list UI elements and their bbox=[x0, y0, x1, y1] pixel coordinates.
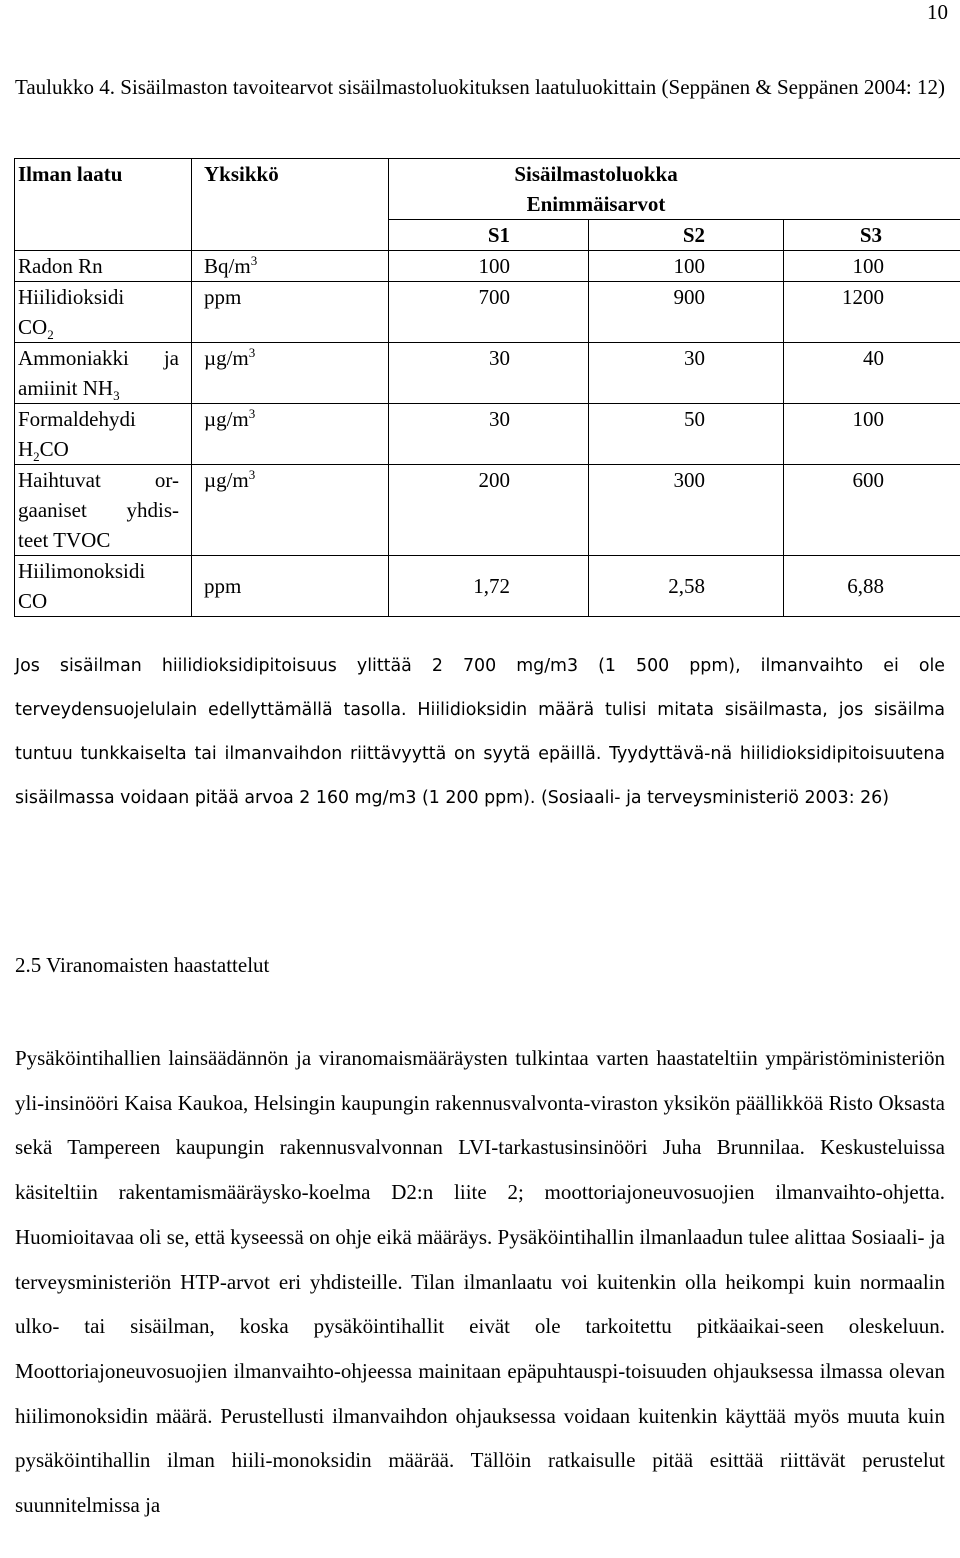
cell-s2: 900 bbox=[589, 282, 784, 343]
quality-label: Formaldehydi bbox=[18, 407, 136, 431]
header-s2: S2 bbox=[589, 220, 784, 251]
quality-sublabel bbox=[18, 312, 191, 342]
cell-s3: 100 bbox=[784, 404, 960, 465]
table-row bbox=[15, 465, 960, 556]
quality-label: Hiilidioksidi bbox=[18, 285, 125, 309]
cell-s1: 1,72 bbox=[389, 556, 589, 617]
section-heading: 2.5 Viranomaisten haastattelut bbox=[15, 953, 270, 977]
cell-s2: 2,58 bbox=[589, 556, 784, 617]
cell-quality bbox=[15, 465, 192, 556]
quality-sublabel bbox=[18, 373, 191, 403]
page-number: 10 bbox=[927, 0, 948, 24]
cell-s2: 50 bbox=[589, 404, 784, 465]
table-row bbox=[15, 251, 960, 282]
unit-exponent: 3 bbox=[248, 467, 256, 482]
cell-quality bbox=[15, 251, 192, 282]
unit-base: µg/m bbox=[204, 407, 249, 431]
cell-s1: 200 bbox=[389, 465, 589, 556]
co2-paragraph: Jos sisäilman hiilidioksidipitoisuus ylittää 2 700 mg/m3 (1 500 ppm), ilmanvaihto ei ole terveydensuojelulain edellyttämällä tasolla. Hiilidioksidin määrä tulisi mitata sisäilmasta, jos sisäilma tuntuu tunkkaiselta tai ilmanvaihdon riittävyyttä on syytä epäillä. Tyydyttävä-nä hiilidioksidipitoisuutena sisäilmassa voidaan pitää arvoa 2 160 mg/m3 (1 200 ppm). (Sosiaali- ja terveysministeriö 2003: 26) bbox=[15, 656, 945, 808]
table-row bbox=[15, 404, 960, 465]
quality-sublabel: CO bbox=[18, 589, 48, 613]
table-row bbox=[15, 343, 960, 404]
header-sisailmastoluokka bbox=[389, 159, 960, 220]
cell-s2: 30 bbox=[589, 343, 784, 404]
unit-exponent: 3 bbox=[248, 345, 256, 360]
unit-base: µg/m bbox=[204, 468, 249, 492]
header-ilman-laatu: Ilman laatu bbox=[15, 159, 192, 220]
unit-base: ppm bbox=[204, 574, 242, 598]
cell-unit bbox=[192, 465, 389, 556]
cell-s3: 6,88 bbox=[784, 556, 960, 617]
cell-unit bbox=[192, 404, 389, 465]
cell-s3: 1200 bbox=[784, 282, 960, 343]
cell-unit bbox=[192, 343, 389, 404]
cell-s2: 300 bbox=[589, 465, 784, 556]
quality-subscript: 2 bbox=[33, 449, 40, 465]
cell-quality bbox=[15, 404, 192, 465]
cell-s1: 100 bbox=[389, 251, 589, 282]
quality-sublabel bbox=[18, 434, 191, 464]
table-caption: Taulukko 4. Sisäilmaston tavoitearvot sisäilmastoluokituksen laatuluokittain (Seppänen & Seppänen 2004: 12) bbox=[15, 75, 945, 99]
cell-s1: 700 bbox=[389, 282, 589, 343]
header-subgroup-label: Enimmäisarvot bbox=[526, 192, 666, 216]
quality-sub-tail: CO bbox=[39, 437, 69, 461]
air-quality-table bbox=[14, 158, 960, 617]
header-group-label: Sisäilmastoluokka bbox=[514, 162, 678, 186]
unit-exponent: 3 bbox=[248, 406, 256, 421]
cell-quality bbox=[15, 282, 192, 343]
quality-sub-text: CO bbox=[18, 315, 48, 339]
cell-s1: 30 bbox=[389, 343, 589, 404]
cell-s2: 100 bbox=[589, 251, 784, 282]
cell-unit bbox=[192, 556, 389, 617]
unit-base: µg/m bbox=[204, 346, 249, 370]
cell-quality bbox=[15, 556, 192, 617]
quality-sub-text: amiinit NH bbox=[18, 376, 114, 400]
quality-label: Ammoniakki ja bbox=[18, 346, 179, 370]
cell-unit bbox=[192, 251, 389, 282]
quality-subscript: 3 bbox=[113, 388, 120, 404]
interview-paragraph: Pysäköintihallien lainsäädännön ja viranomaismääräysten tulkintaa varten haastateltiin ympäristöministeriön yli-insinööri Kaisa Kaukoa, Helsingin kaupungin rakennusvalvonta-viraston yksikön päällikköä Risto Oksasta sekä Tampereen kaupungin rakennusvalvonnan LVI-tarkastusinsinööri Juha Brunnilaa. Keskusteluissa käsiteltiin rakentamismääräysko-koelma D2:n liite 2; moottoriajoneuvosuojien ilmanvaihto-ohjetta. Huomioitavaa oli se, että kyseessä on ohje eikä määräys. Pysäköintihallin ilmanlaadun tulee alittaa Sosiaali- ja terveysministeriön HTP-arvot eri yhdisteille. Tilan ilmanlaatu voi kuitenkin olla heikompi kuin normaalin ulko- tai sisäilman, koska pysäköintihallit eivät ole tarkoitettu pitkäaikai-seen oleskeluun. Moottoriajoneuvosuojien ilmanvaihto-ohjeessa mainitaan epäpuhtauspi-toisuuden ohjauksessa ilmassa olevan hiilimonoksidin määrä. Perustellusti ilmanvaihdon ohjauksessa voidaan kuitenkin käyttää myös muuta kuin pysäköintihallin ilman hiili-monoksidin määrää. Tällöin ratkaisulle pitää esittää riittävät perustelut suunnitelmissa ja bbox=[15, 1046, 945, 1518]
table-header-row-2 bbox=[15, 220, 960, 251]
cell-s3: 40 bbox=[784, 343, 960, 404]
unit-base: Bq/m bbox=[204, 254, 251, 278]
table-row bbox=[15, 556, 960, 617]
quality-label: Radon Rn bbox=[18, 254, 103, 278]
unit-exponent: 3 bbox=[250, 253, 258, 268]
cell-s3: 600 bbox=[784, 465, 960, 556]
quality-line: teet TVOC bbox=[18, 528, 111, 552]
header-s1: S1 bbox=[389, 220, 589, 251]
quality-line: Haihtuvat or- bbox=[18, 468, 179, 492]
header-yksikko: Yksikkö bbox=[192, 159, 389, 220]
quality-sub-text: H bbox=[18, 437, 34, 461]
quality-label: Hiilimonoksidi bbox=[18, 559, 146, 583]
quality-line: gaaniset yhdis- bbox=[18, 498, 179, 522]
table-header-row-1 bbox=[15, 159, 960, 220]
cell-quality bbox=[15, 343, 192, 404]
cell-s1: 30 bbox=[389, 404, 589, 465]
unit-base: ppm bbox=[204, 285, 242, 309]
cell-s3: 100 bbox=[784, 251, 960, 282]
table-row bbox=[15, 282, 960, 343]
quality-subscript: 2 bbox=[47, 327, 54, 343]
cell-unit bbox=[192, 282, 389, 343]
header-s3: S3 bbox=[784, 220, 960, 251]
